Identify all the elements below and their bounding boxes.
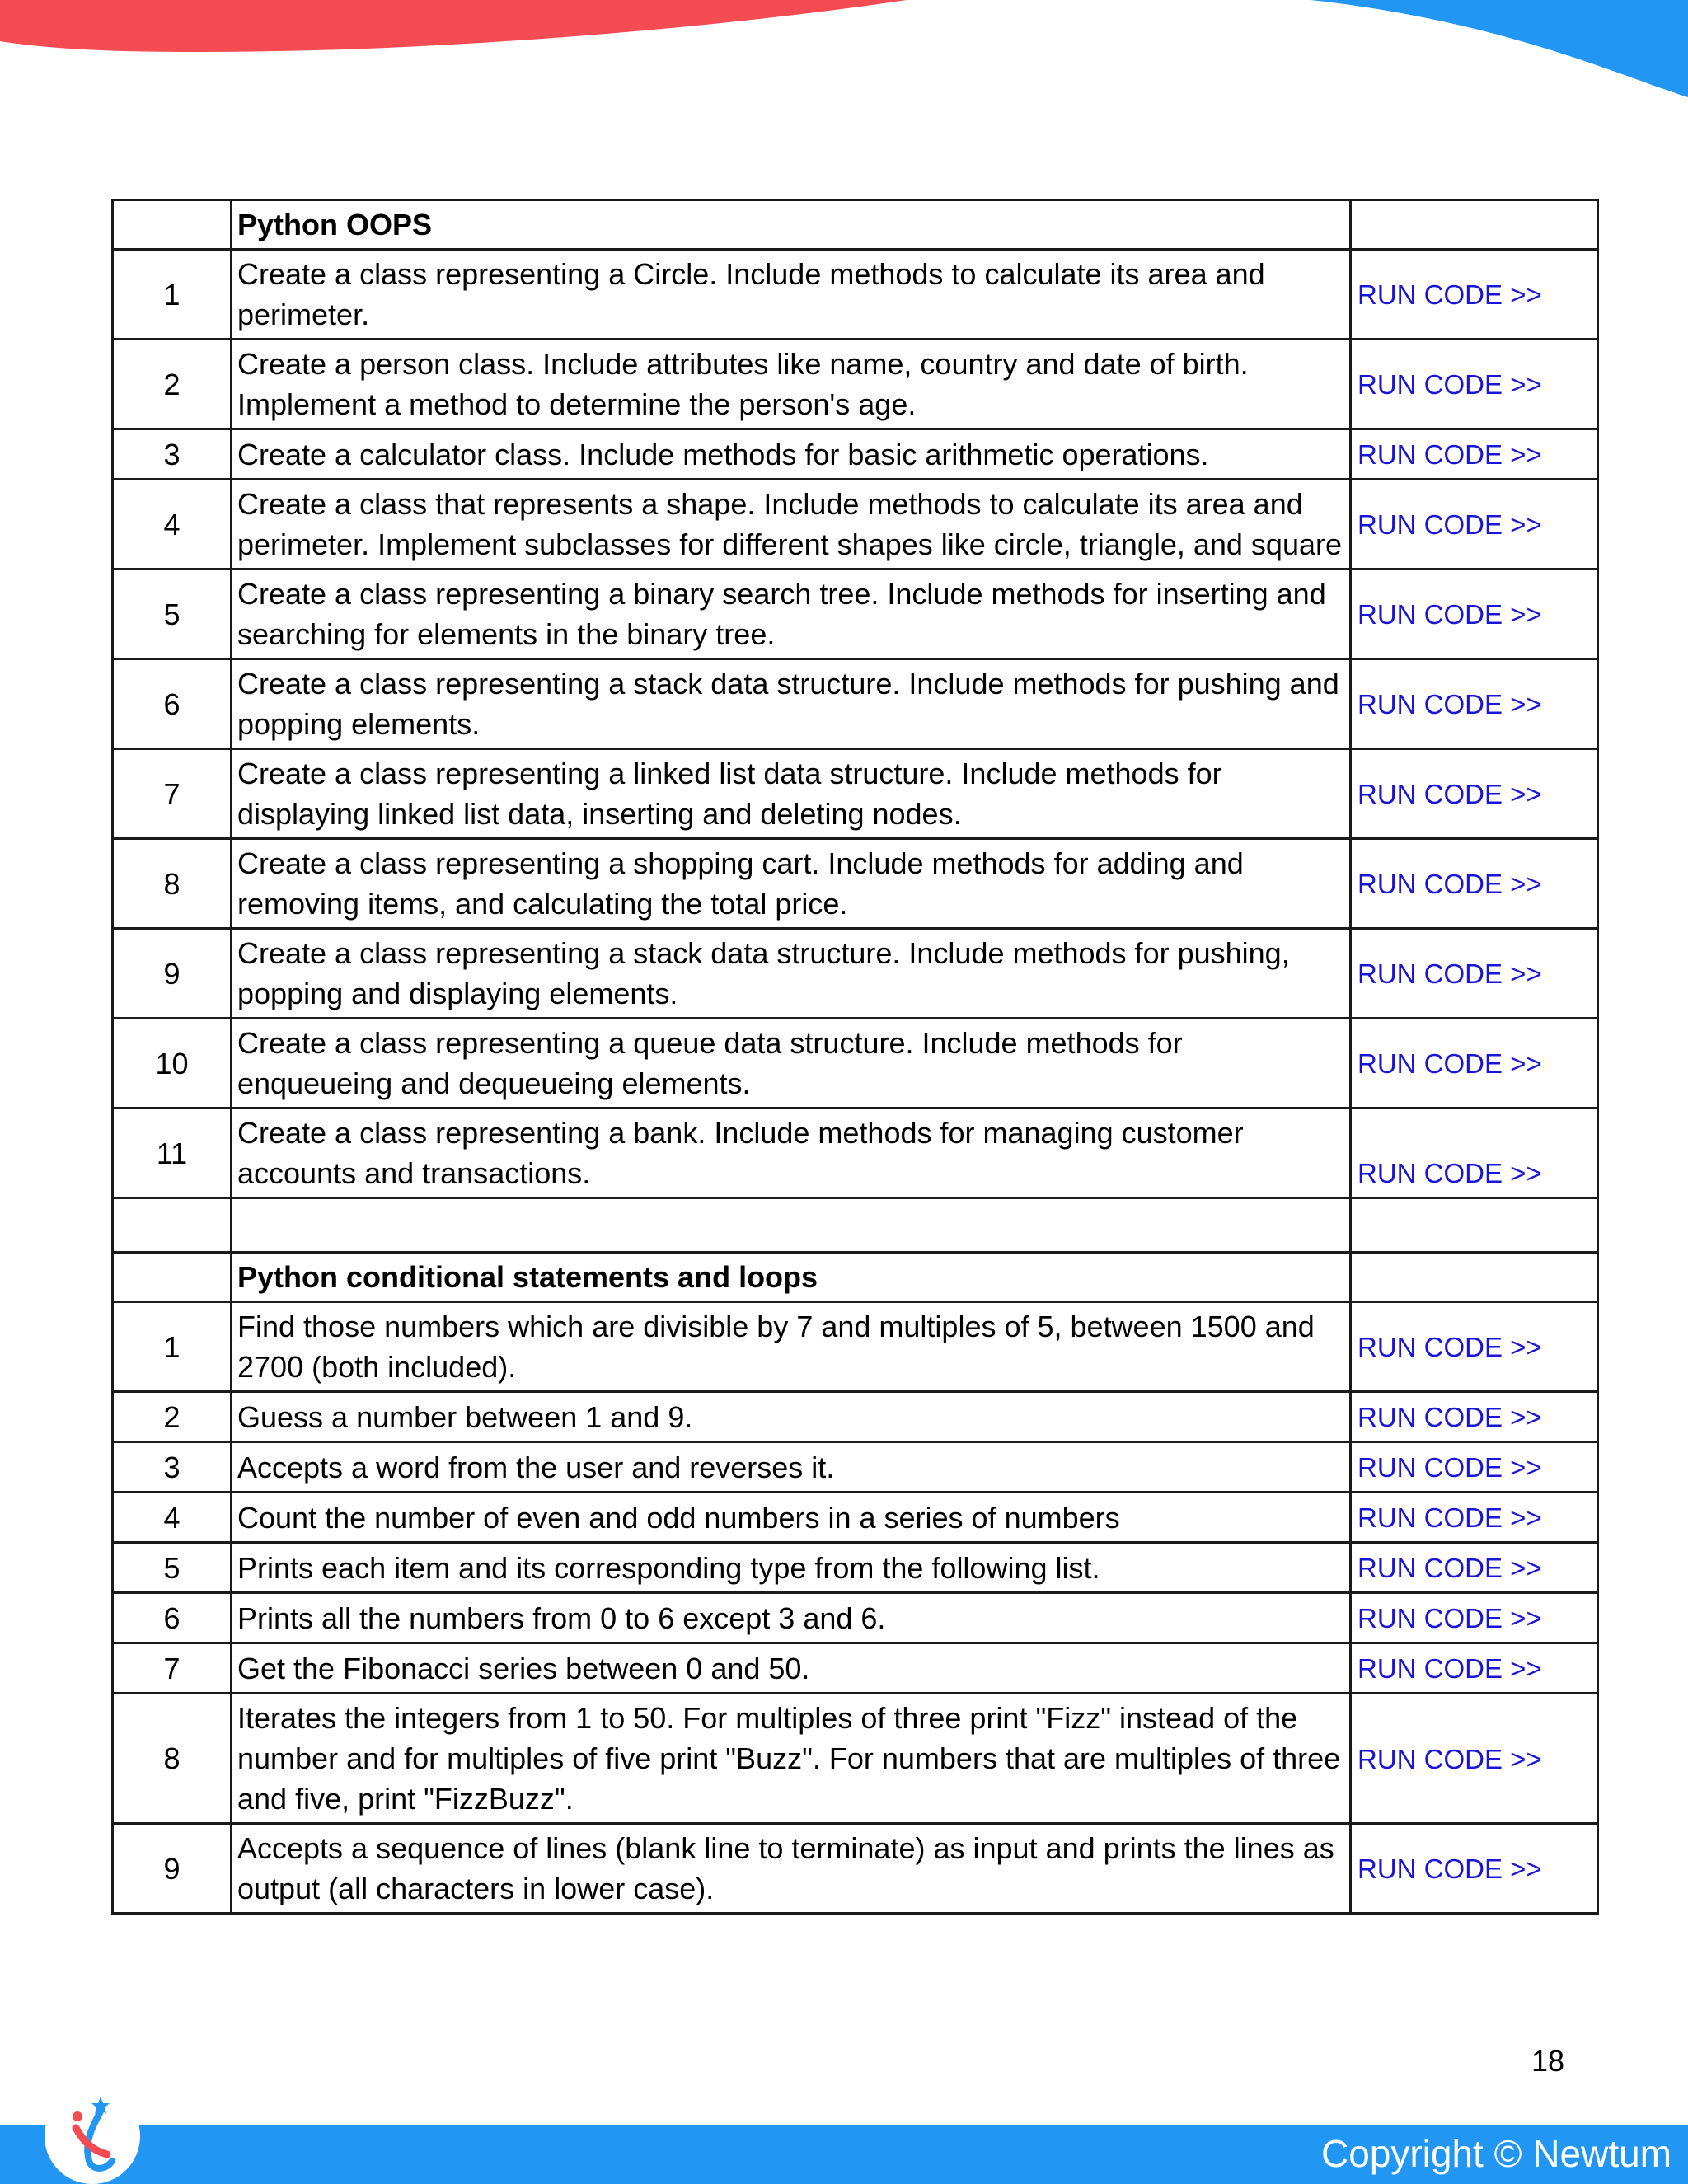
- row-description: Prints all the numbers from 0 to 6 except 3 and 6.: [232, 1593, 1351, 1643]
- table-row: [113, 1392, 1598, 1442]
- row-description: Create a class representing a Circle. Include methods to calculate its area and perimeter.: [232, 250, 1351, 340]
- row-number: 8: [113, 1694, 232, 1824]
- row-number: 3: [113, 1442, 232, 1493]
- row-description: Create a class that represents a shape. Include methods to calculate its area and perimeter. Implement subclasses for different shapes like circle, triangle, and square: [232, 480, 1351, 569]
- row-description: Get the Fibonacci series between 0 and 50.: [232, 1643, 1351, 1694]
- run-code-link[interactable]: RUN CODE >>: [1357, 958, 1542, 989]
- section-header-action-cell: [1351, 1253, 1598, 1302]
- run-code-link[interactable]: RUN CODE >>: [1357, 869, 1542, 899]
- row-number: 3: [113, 429, 232, 480]
- row-description: Create a person class. Include attributes like name, country and date of birth. Implement a method to determine the person's age.: [232, 340, 1351, 429]
- run-code-link[interactable]: RUN CODE >>: [1357, 1653, 1542, 1684]
- run-code-link[interactable]: RUN CODE >>: [1357, 1158, 1542, 1188]
- section-header-row: [113, 200, 1598, 250]
- row-number: 10: [113, 1019, 232, 1108]
- row-description: Count the number of even and odd numbers in a series of numbers: [232, 1493, 1351, 1543]
- row-description: Create a class representing a binary search tree. Include methods for inserting and searching for elements in the binary tree.: [232, 569, 1351, 659]
- run-code-link[interactable]: RUN CODE >>: [1357, 1553, 1542, 1583]
- table-row: [113, 1593, 1598, 1643]
- run-code-link[interactable]: RUN CODE >>: [1357, 779, 1542, 809]
- empty-cell: [1351, 1198, 1598, 1253]
- row-description: Prints each item and its corresponding type from the following list.: [232, 1543, 1351, 1593]
- row-number: 8: [113, 839, 232, 929]
- run-code-link[interactable]: RUN CODE >>: [1357, 509, 1542, 540]
- table-row: [113, 1824, 1598, 1914]
- row-description: Create a class representing a stack data structure. Include methods for pushing and popping elements.: [232, 659, 1351, 749]
- table-row: [113, 480, 1598, 569]
- table-row: [113, 1442, 1598, 1493]
- row-number: 5: [113, 1543, 232, 1593]
- row-number: 2: [113, 1392, 232, 1442]
- table-row: [113, 250, 1598, 340]
- top-wave-decoration: [0, 0, 1688, 115]
- run-code-link[interactable]: RUN CODE >>: [1357, 1048, 1542, 1079]
- row-description: Create a class representing a shopping cart. Include methods for adding and removing items, and calculating the total price.: [232, 839, 1351, 929]
- page-number: 18: [1531, 2044, 1564, 2078]
- row-number: 1: [113, 1302, 232, 1392]
- empty-cell: [113, 1198, 232, 1253]
- row-description: Guess a number between 1 and 9.: [232, 1392, 1351, 1442]
- table-row: [113, 1019, 1598, 1108]
- run-code-link[interactable]: RUN CODE >>: [1357, 1502, 1542, 1533]
- table-row: [113, 1493, 1598, 1543]
- run-code-link[interactable]: RUN CODE >>: [1357, 599, 1542, 630]
- empty-row: [113, 1198, 1598, 1253]
- row-number: 11: [113, 1108, 232, 1198]
- run-code-link[interactable]: RUN CODE >>: [1357, 439, 1542, 470]
- table-row: [113, 1694, 1598, 1824]
- row-number: 6: [113, 1593, 232, 1643]
- section-title: Python conditional statements and loops: [232, 1253, 1351, 1302]
- run-code-link[interactable]: RUN CODE >>: [1357, 689, 1542, 719]
- table-row: [113, 1302, 1598, 1392]
- table-row: [113, 839, 1598, 929]
- row-number: 6: [113, 659, 232, 749]
- row-description: Create a calculator class. Include methods for basic arithmetic operations.: [232, 429, 1351, 480]
- run-code-link[interactable]: RUN CODE >>: [1357, 279, 1542, 310]
- newtum-logo-icon: [43, 2085, 142, 2184]
- row-number: 1: [113, 250, 232, 340]
- row-description: Create a class representing a linked list data structure. Include methods for displaying linked list data, inserting and deleting nodes.: [232, 749, 1351, 839]
- section-header-action-cell: [1351, 200, 1598, 250]
- run-code-link[interactable]: RUN CODE >>: [1357, 1332, 1542, 1362]
- table-row: [113, 429, 1598, 480]
- section-header-num-cell: [113, 200, 232, 250]
- table-row: [113, 659, 1598, 749]
- table-row: [113, 340, 1598, 429]
- table-row: [113, 1643, 1598, 1694]
- row-description: Accepts a sequence of lines (blank line to terminate) as input and prints the lines as output (all characters in lower case).: [232, 1824, 1351, 1914]
- row-description: Accepts a word from the user and reverses it.: [232, 1442, 1351, 1493]
- run-code-link[interactable]: RUN CODE >>: [1357, 369, 1542, 400]
- run-code-link[interactable]: RUN CODE >>: [1357, 1854, 1542, 1884]
- run-code-link[interactable]: RUN CODE >>: [1357, 1743, 1542, 1774]
- row-number: 7: [113, 749, 232, 839]
- row-description: Iterates the integers from 1 to 50. For multiples of three print "Fizz" instead of the number and for multiples of five print "Buzz". For numbers that are multiples of three and five, print "FizzBuzz".: [232, 1694, 1351, 1824]
- table-row: [113, 569, 1598, 659]
- table-row: [113, 1543, 1598, 1593]
- row-number: 4: [113, 480, 232, 569]
- run-code-link[interactable]: RUN CODE >>: [1357, 1603, 1542, 1633]
- row-number: 9: [113, 1824, 232, 1914]
- run-code-link[interactable]: RUN CODE >>: [1357, 1402, 1542, 1432]
- run-code-link[interactable]: RUN CODE >>: [1357, 1452, 1542, 1483]
- row-number: 7: [113, 1643, 232, 1694]
- row-number: 2: [113, 340, 232, 429]
- table-row: [113, 749, 1598, 839]
- copyright-text: Copyright © Newtum: [1320, 2132, 1672, 2175]
- table-row: [113, 1108, 1598, 1198]
- row-description: Create a class representing a stack data structure. Include methods for pushing, popping and displaying elements.: [232, 929, 1351, 1019]
- row-number: 5: [113, 569, 232, 659]
- row-description: Find those numbers which are divisible by 7 and multiples of 5, between 1500 and 2700 (both included).: [232, 1302, 1351, 1392]
- row-number: 9: [113, 929, 232, 1019]
- exercise-table: [111, 199, 1599, 1915]
- empty-cell: [232, 1198, 1351, 1253]
- section-header-num-cell: [113, 1253, 232, 1302]
- section-header-row: [113, 1253, 1598, 1302]
- row-description: Create a class representing a queue data structure. Include methods for enqueueing and dequeueing elements.: [232, 1019, 1351, 1108]
- row-description: Create a class representing a bank. Include methods for managing customer accounts and transactions.: [232, 1108, 1351, 1198]
- row-number: 4: [113, 1493, 232, 1543]
- section-title: Python OOPS: [232, 200, 1351, 250]
- table-row: [113, 929, 1598, 1019]
